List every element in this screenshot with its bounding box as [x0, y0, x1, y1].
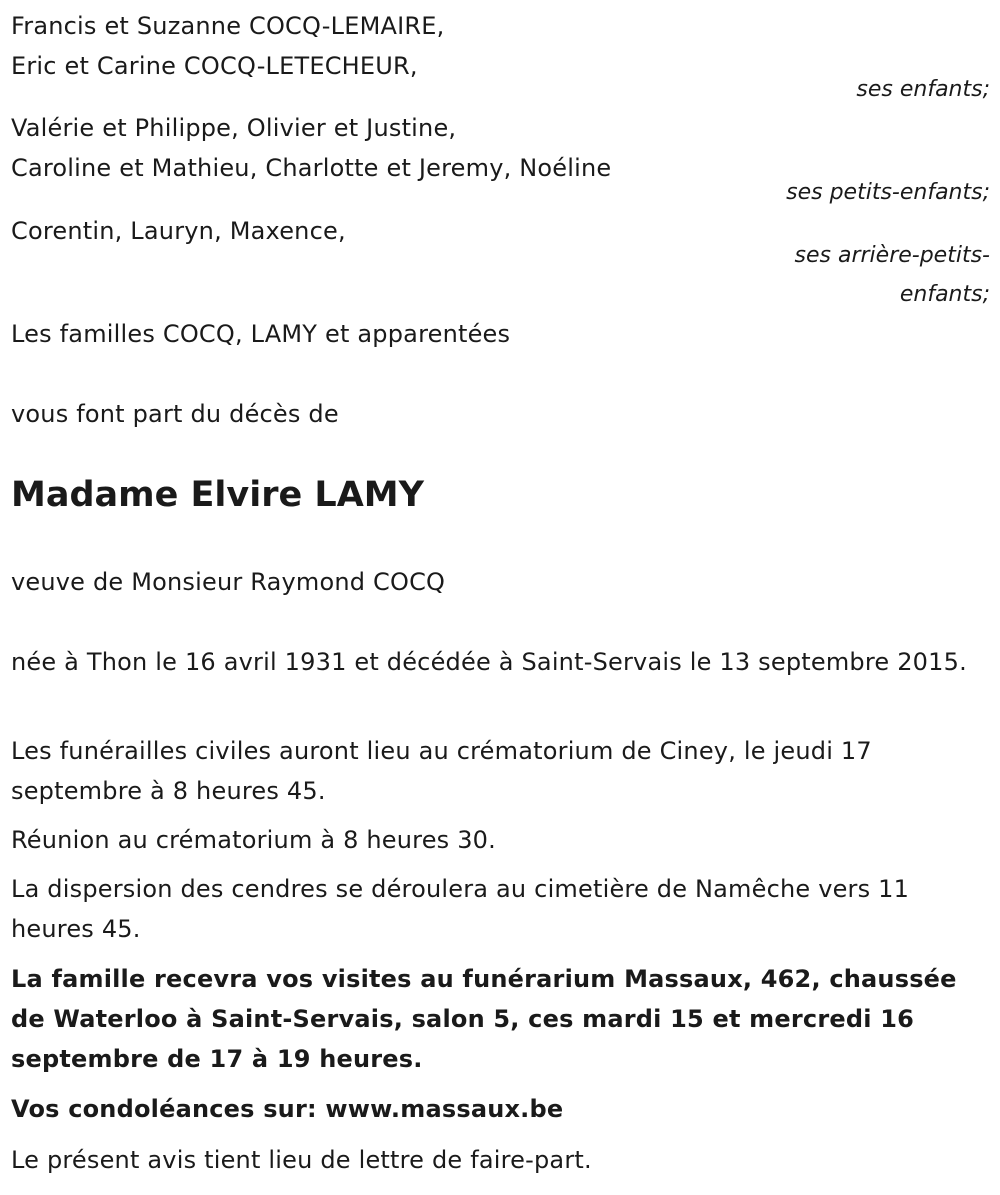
children-line-2: Eric et Carine COCQ-LETECHEUR, — [11, 52, 418, 80]
grandchildren-line-1: Valérie et Philippe, Olivier et Justine, — [11, 114, 457, 142]
visits-paragraph: La famille recevra vos visites au funérarium Massaux, 462, chaussée de Waterloo à Saint-Servais, salon 5, ces mardi 15 et mercredi 16 septembre de 17 à 19 heures. — [11, 965, 957, 1073]
great-grandchildren-role-line-2: enfants; — [899, 282, 990, 307]
notice-line: Le présent avis tient lieu de lettre de faire-part. — [11, 1146, 592, 1174]
great-grandchildren-line: Corentin, Lauryn, Maxence, — [11, 217, 346, 245]
children-line-1: Francis et Suzanne COCQ-LEMAIRE, — [11, 12, 445, 40]
grandchildren-line-2: Caroline et Mathieu, Charlotte et Jeremy, Noéline — [11, 154, 612, 182]
deceased-name: Madame Elvire LAMY — [11, 475, 424, 515]
grandchildren-role: ses petits-enfants; — [786, 180, 990, 205]
birth-death-paragraph: née à Thon le 16 avril 1931 et décédée à Saint-Servais le 13 septembre 2015. — [11, 648, 967, 676]
families-line: Les familles COCQ, LAMY et apparentées — [11, 320, 511, 348]
great-grandchildren-role-line-1: ses arrière-petits- — [794, 243, 990, 268]
announcement-line: vous font part du décès de — [11, 400, 339, 428]
children-role: ses enfants; — [856, 77, 990, 102]
dispersion-paragraph: La dispersion des cendres se déroulera au cimetière de Namêche vers 11 heures 45. — [11, 875, 910, 943]
funeral-paragraph: Les funérailles civiles auront lieu au crématorium de Ciney, le jeudi 17 septembre à 8 heures 45. — [11, 737, 872, 805]
condolences-line: Vos condoléances sur: www.massaux.be — [11, 1095, 564, 1123]
widow-of-line: veuve de Monsieur Raymond COCQ — [11, 568, 446, 596]
meeting-paragraph: Réunion au crématorium à 8 heures 30. — [11, 826, 496, 854]
